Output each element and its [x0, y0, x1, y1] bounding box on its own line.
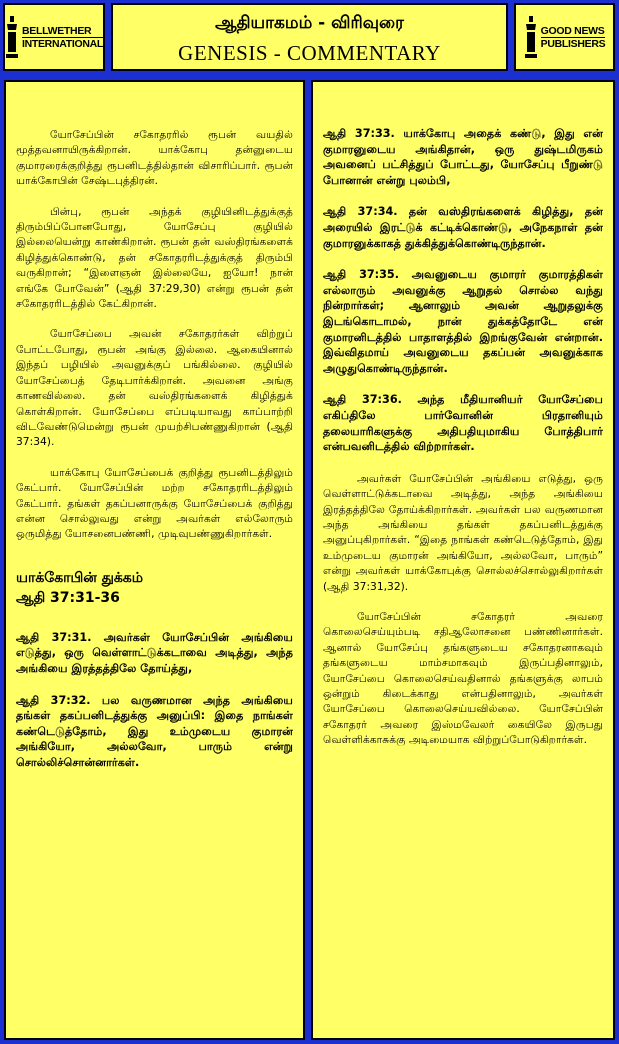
commentary-paragraph: பின்பு, ரூபன் அந்தக் குழியினிடத்துக்குத் திரும்பிப்போனபோது, யோசேப்பு குழியில் இல்லையென்று காண்கிறான். ரூபன் தன் வஸ்திரங்களைக் கிழித்துக்கொண்டு, தன் சகோதரரிடத்துக்குத் திரும்பி வருகிறான்; “இளைஞன் இல்லையே, ஐயோ! நான் எங்கே போவேன்” (ஆதி 37:29,30) என்று ரூபன் தன் சகோதரரிடத்தில் கேட்கிறான். [16, 204, 293, 311]
title-tamil: ஆதியாகமம் - விரிவுரை [215, 13, 404, 33]
verse-paragraph: ஆதி 37:34. தன் வஸ்திரங்களைக் கிழித்து, தன் அரையில் இரட்டுக் கட்டிக்கொண்டு, அநேகநாள் தன் குமாரனுக்காகத் துக்கித்துக்கொண்டிருந்தான். [323, 205, 603, 250]
commentary-paragraph: அவர்கள் யோசேப்பின் அங்கியை எடுத்து, ஒரு வெள்ளாட்டுக்கடாவை அடித்து, அந்த அங்கியை இரத்தத்திலே தோய்க்கிறார்கள். அவர்கள் பல வருணமான அந்த அங்கியை தங்கள் தகப்பனிடத்துக்கு அனுப்புகிறார்கள். “இதை நாங்கள் கண்டெடுத்தோம், இது உம்முடைய குமாரன் அங்கியோ, அல்லவோ, பாரும்” என்று அவர்கள் யாக்கோபுக்கு சொல்லச்சொல்லுகிறார்கள் (ஆதி 37:31,32). [323, 471, 603, 593]
content-frame [0, 76, 619, 1044]
section-heading-title: யாக்கோபின் துக்கம் [16, 569, 144, 586]
bellwether-logo-icon [5, 14, 19, 60]
verse-paragraph: ஆதி 37:31. அவர்கள் யோசேப்பின் அங்கியை எடுத்து, ஒரு வெள்ளாட்டுக்கடாவை அடித்து, அந்த அங்கியை இரத்தத்திலே தோய்த்து, [16, 630, 293, 675]
left-logo-line1: BELLWETHER [22, 25, 103, 38]
verse-paragraph: ஆதி 37:33. யாக்கோபு அதைக் கண்டு, இது என் குமாரனுடைய அங்கிதான், ஒரு துஷ்டமிருகம் அவனைப் பட்சித்துப் போட்டது, யோசேப்பு பீறுண்டு போனான் என்று புலம்பி, [323, 127, 603, 187]
header [0, 0, 619, 76]
title-box [111, 3, 508, 71]
commentary-paragraph: யோசேப்பை அவன் சகோதரர்கள் விற்றுப் போட்டபோது, ரூபன் அங்கு இல்லை. ஆகையினால் இந்தப் பழியில் அவனுக்குப் பங்கில்லை. குழியில் யோசேப்பைத் தேடிபார்க்கிறான். அவனை அங்கு காணவில்லை. தன் வஸ்திரங்களைக் கிழித்துக் கொள்கிறான். யோசேப்பை எப்படியாவது காப்பாற்றி விடவேண்டுமென்று ரூபன் முயற்சிபண்ணுகிறான் (ஆதி 37:34). [16, 327, 293, 449]
left-column [4, 80, 305, 1040]
section-heading-reference: ஆதி 37:31-36 [16, 589, 120, 606]
section-heading [16, 568, 293, 608]
verse-paragraph: ஆதி 37:32. பல வருணமான அந்த அங்கியை தங்கள் தகப்பனிடத்துக்கு அனுப்பி: இதை நாங்கள் கண்டெடுத்தோம், இது உம்முடைய குமாரன் அங்கியோ, அல்லவோ, பாரும் என்று சொல்லிச்சொன்னார்கள். [16, 693, 293, 769]
commentary-paragraph: யாக்கோபு யோசேப்பைக் குறித்து ரூபனிடத்திலும் கேட்பார். யோசேப்பின் மற்ற சகோதரரிடத்திலும் கேட்பார். தங்கள் தகப்பனாருக்கு யோசேப்பைக் குறித்து என்ன சொல்லுவது என்று அவர்கள் எல்லோரும் ஒருமித்து யோசனைபண்ணி, முடிவுபண்ணுகிறார்கள். [16, 465, 293, 541]
verse-paragraph: ஆதி 37:35. அவனுடைய குமாரர் குமாரத்திகள் எல்லாரும் அவனுக்கு ஆறுதல் சொல்ல வந்து நின்றார்கள்; ஆனாலும் அவன் ஆறுதலுக்கு இடங்கொடாமல், நான் துக்கத்தோடே என் குமாரனிடத்தில் பாதாளத்தில் இறங்குவேன் என்றான். இவ்விதமாய் அவனுடைய தகப்பன் அவனுக்காக அழுதுகொண்டிருந்தான். [323, 268, 603, 375]
commentary-paragraph: யோசேப்பின் சகோதரரில் ரூபன் வயதில் மூத்தவனாயிருக்கிறான். யாக்கோபு தன்னுடைய குமாரரைக்குறித்து ரூபனிடத்தில்தான் விசாரிப்பார். ரூபன் யாக்கோபின் சேஷ்டபுத்திரன். [16, 128, 293, 188]
good-news-logo-icon [524, 14, 538, 60]
left-logo-line2: INTERNATIONAL [21, 37, 104, 50]
right-logo-line1: GOOD NEWS [540, 24, 605, 37]
commentary-paragraph: யோசேப்பின் சகோதரர் அவரை கொலைசெய்யும்படி சதிஆலோசனை பண்ணினார்கள். ஆனால் யோசேப்பு தங்களுடைய சகோதரனாகவும் தங்களுடைய மாம்சமாகவும் இருப்பதினாலும், யோசேப்பை கொலைசெய்வதினால் தங்களுக்கு லாபம் ஒன்றும் கிடைக்காது என்பதினாலும், அவர்கள் யோசேப்பை கொலைசெய்யவில்லை. யோசேப்பின் சகோதரர் அவரை இஸ்மவேலர் கையிலே இருபது வெள்ளிக்காசுக்கு அடிமையாக விற்றுப்போடுகிறார்கள். [323, 609, 603, 747]
title-english: GENESIS - COMMENTARY [178, 41, 441, 65]
right-logo [514, 3, 615, 71]
right-logo-line2: PUBLISHERS [540, 37, 606, 50]
right-column [311, 80, 615, 1040]
left-logo [3, 3, 105, 71]
verse-paragraph: ஆதி 37:36. அந்த மீதியானியர் யோசேப்பை எகிப்திலே பார்வோனின் பிரதானியும் தலையாரிகளுக்கு அதிபதியுமாகிய போத்திபார் என்பவனிடத்தில் விற்றார்கள். [323, 393, 603, 454]
